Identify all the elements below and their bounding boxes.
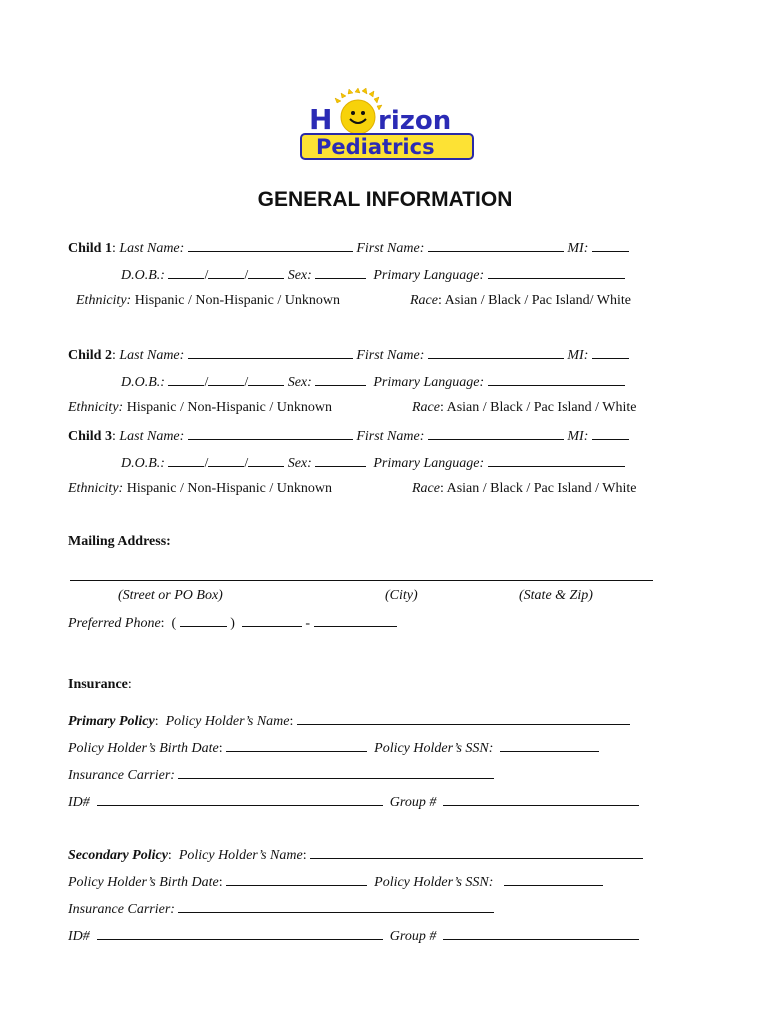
child3-name-row: Child 3: Last Name: First Name: MI: (68, 427, 629, 445)
child1-ethnicity-options[interactable]: Hispanic / Non-Hispanic / Unknown (134, 293, 341, 308)
child3-mi-field[interactable] (592, 427, 629, 440)
child3-label: Child 3 (68, 429, 112, 444)
secondary-birth-date-field[interactable] (226, 873, 367, 886)
primary-birth-row: Policy Holder’s Birth Date: Policy Holder’s SSN: (68, 739, 599, 757)
child3-dob-day[interactable] (208, 454, 244, 467)
child3-last-name-field[interactable] (188, 427, 353, 440)
language-label: Primary Language: (373, 456, 485, 471)
primary-id-field[interactable] (97, 793, 383, 806)
language-label: Primary Language: (373, 268, 485, 283)
primary-carrier-field[interactable] (178, 766, 494, 779)
primary-ssn-field[interactable] (500, 739, 599, 752)
child2-mi-field[interactable] (592, 346, 629, 359)
language-label: Primary Language: (373, 375, 485, 390)
dob-label: D.O.B.: (121, 375, 165, 390)
sex-label: Sex: (287, 456, 312, 471)
secondary-carrier-field[interactable] (178, 900, 494, 913)
secondary-id-row: ID# Group # (68, 927, 639, 945)
city-caption: (City) (385, 588, 418, 603)
phone-prefix-field[interactable] (242, 614, 302, 627)
child1-last-name-field[interactable] (188, 239, 353, 252)
child2-name-row: Child 2: Last Name: First Name: MI: (68, 346, 629, 364)
child1-dob-row: D.O.B.: / / Sex: Primary Language: (121, 266, 625, 284)
child1-dob-month[interactable] (168, 266, 204, 279)
child1-label: Child 1 (68, 241, 112, 256)
child1-dob-day[interactable] (208, 266, 244, 279)
child2-race-options[interactable]: Asian / Black / Pac Island / White (446, 400, 637, 415)
child3-dob-row: D.O.B.: / / Sex: Primary Language: (121, 454, 625, 472)
child2-dob-row: D.O.B.: / / Sex: Primary Language: (121, 373, 625, 391)
preferred-phone-label: Preferred Phone (68, 616, 161, 631)
child1-language-field[interactable] (488, 266, 625, 279)
child2-label: Child 2 (68, 348, 112, 363)
secondary-policy-label: Secondary Policy (68, 848, 168, 863)
child1-sex-field[interactable] (315, 266, 366, 279)
phone-area-code-field[interactable] (180, 614, 227, 627)
page-title: GENERAL INFORMATION (257, 188, 513, 211)
dob-label: D.O.B.: (121, 268, 165, 283)
child3-race-options[interactable]: Asian / Black / Pac Island / White (446, 481, 637, 496)
last-name-label: Last Name: (119, 429, 185, 444)
mailing-address-heading: Mailing Address: (68, 534, 171, 549)
child2-ethnicity: Ethnicity: Hispanic / Non-Hispanic / Unknown (68, 400, 333, 415)
child1-ethnicity: Ethnicity: Hispanic / Non-Hispanic / Unknown (76, 293, 341, 308)
preferred-phone-row: Preferred Phone: ( ) - (68, 614, 397, 632)
child2-ethnicity-options[interactable]: Hispanic / Non-Hispanic / Unknown (126, 400, 333, 415)
child1-mi-field[interactable] (592, 239, 629, 252)
mi-label: MI: (567, 429, 589, 444)
dob-label: D.O.B.: (121, 456, 165, 471)
child1-first-name-field[interactable] (428, 239, 564, 252)
insurance-heading: Insurance: (68, 677, 132, 692)
last-name-label: Last Name: (119, 241, 185, 256)
primary-group-field[interactable] (443, 793, 639, 806)
horizon-pediatrics-logo (298, 88, 478, 164)
child2-race: Race: Asian / Black / Pac Island / White (412, 400, 637, 415)
last-name-label: Last Name: (119, 348, 185, 363)
logo-rizon: rizon (378, 106, 452, 136)
sex-label: Sex: (287, 375, 312, 390)
first-name-label: First Name: (356, 241, 425, 256)
primary-carrier-row: Insurance Carrier: (68, 766, 494, 784)
primary-policy-row: Primary Policy: Policy Holder’s Name: (68, 712, 630, 730)
child2-last-name-field[interactable] (188, 346, 353, 359)
child3-ethnicity: Ethnicity: Hispanic / Non-Hispanic / Unknown (68, 481, 333, 496)
secondary-carrier-row: Insurance Carrier: (68, 900, 494, 918)
state-zip-caption: (State & Zip) (519, 588, 593, 603)
secondary-policy-row: Secondary Policy: Policy Holder’s Name: (68, 846, 643, 864)
logo-pediatrics: Pediatrics (316, 135, 435, 159)
child3-ethnicity-options[interactable]: Hispanic / Non-Hispanic / Unknown (126, 481, 333, 496)
child1-name-row: Child 1: Last Name: First Name: MI: (68, 239, 629, 257)
child3-dob-month[interactable] (168, 454, 204, 467)
mailing-address-field[interactable] (70, 580, 653, 581)
secondary-holder-name-field[interactable] (310, 846, 643, 859)
child3-sex-field[interactable] (315, 454, 366, 467)
first-name-label: First Name: (356, 348, 425, 363)
child2-dob-year[interactable] (248, 373, 284, 386)
primary-policy-label: Primary Policy (68, 714, 155, 729)
sex-label: Sex: (287, 268, 312, 283)
phone-line-field[interactable] (314, 614, 397, 627)
street-caption: (Street or PO Box) (118, 588, 223, 603)
logo-h: H (309, 103, 333, 136)
first-name-label: First Name: (356, 429, 425, 444)
child3-first-name-field[interactable] (428, 427, 564, 440)
child1-race: Race: Asian / Black / Pac Island/ White (410, 293, 631, 308)
secondary-birth-row: Policy Holder’s Birth Date: Policy Holder’s SSN: (68, 873, 603, 891)
secondary-ssn-field[interactable] (504, 873, 603, 886)
child3-race: Race: Asian / Black / Pac Island / White (412, 481, 637, 496)
primary-holder-name-field[interactable] (297, 712, 630, 725)
child2-language-field[interactable] (488, 373, 625, 386)
child2-dob-day[interactable] (208, 373, 244, 386)
primary-id-row: ID# Group # (68, 793, 639, 811)
child3-language-field[interactable] (488, 454, 625, 467)
child2-sex-field[interactable] (315, 373, 366, 386)
mi-label: MI: (567, 241, 589, 256)
child2-first-name-field[interactable] (428, 346, 564, 359)
child2-dob-month[interactable] (168, 373, 204, 386)
primary-birth-date-field[interactable] (226, 739, 367, 752)
secondary-id-field[interactable] (97, 927, 383, 940)
child1-dob-year[interactable] (248, 266, 284, 279)
secondary-group-field[interactable] (443, 927, 639, 940)
child3-dob-year[interactable] (248, 454, 284, 467)
mi-label: MI: (567, 348, 589, 363)
child1-race-options[interactable]: Asian / Black / Pac Island/ White (444, 293, 631, 308)
